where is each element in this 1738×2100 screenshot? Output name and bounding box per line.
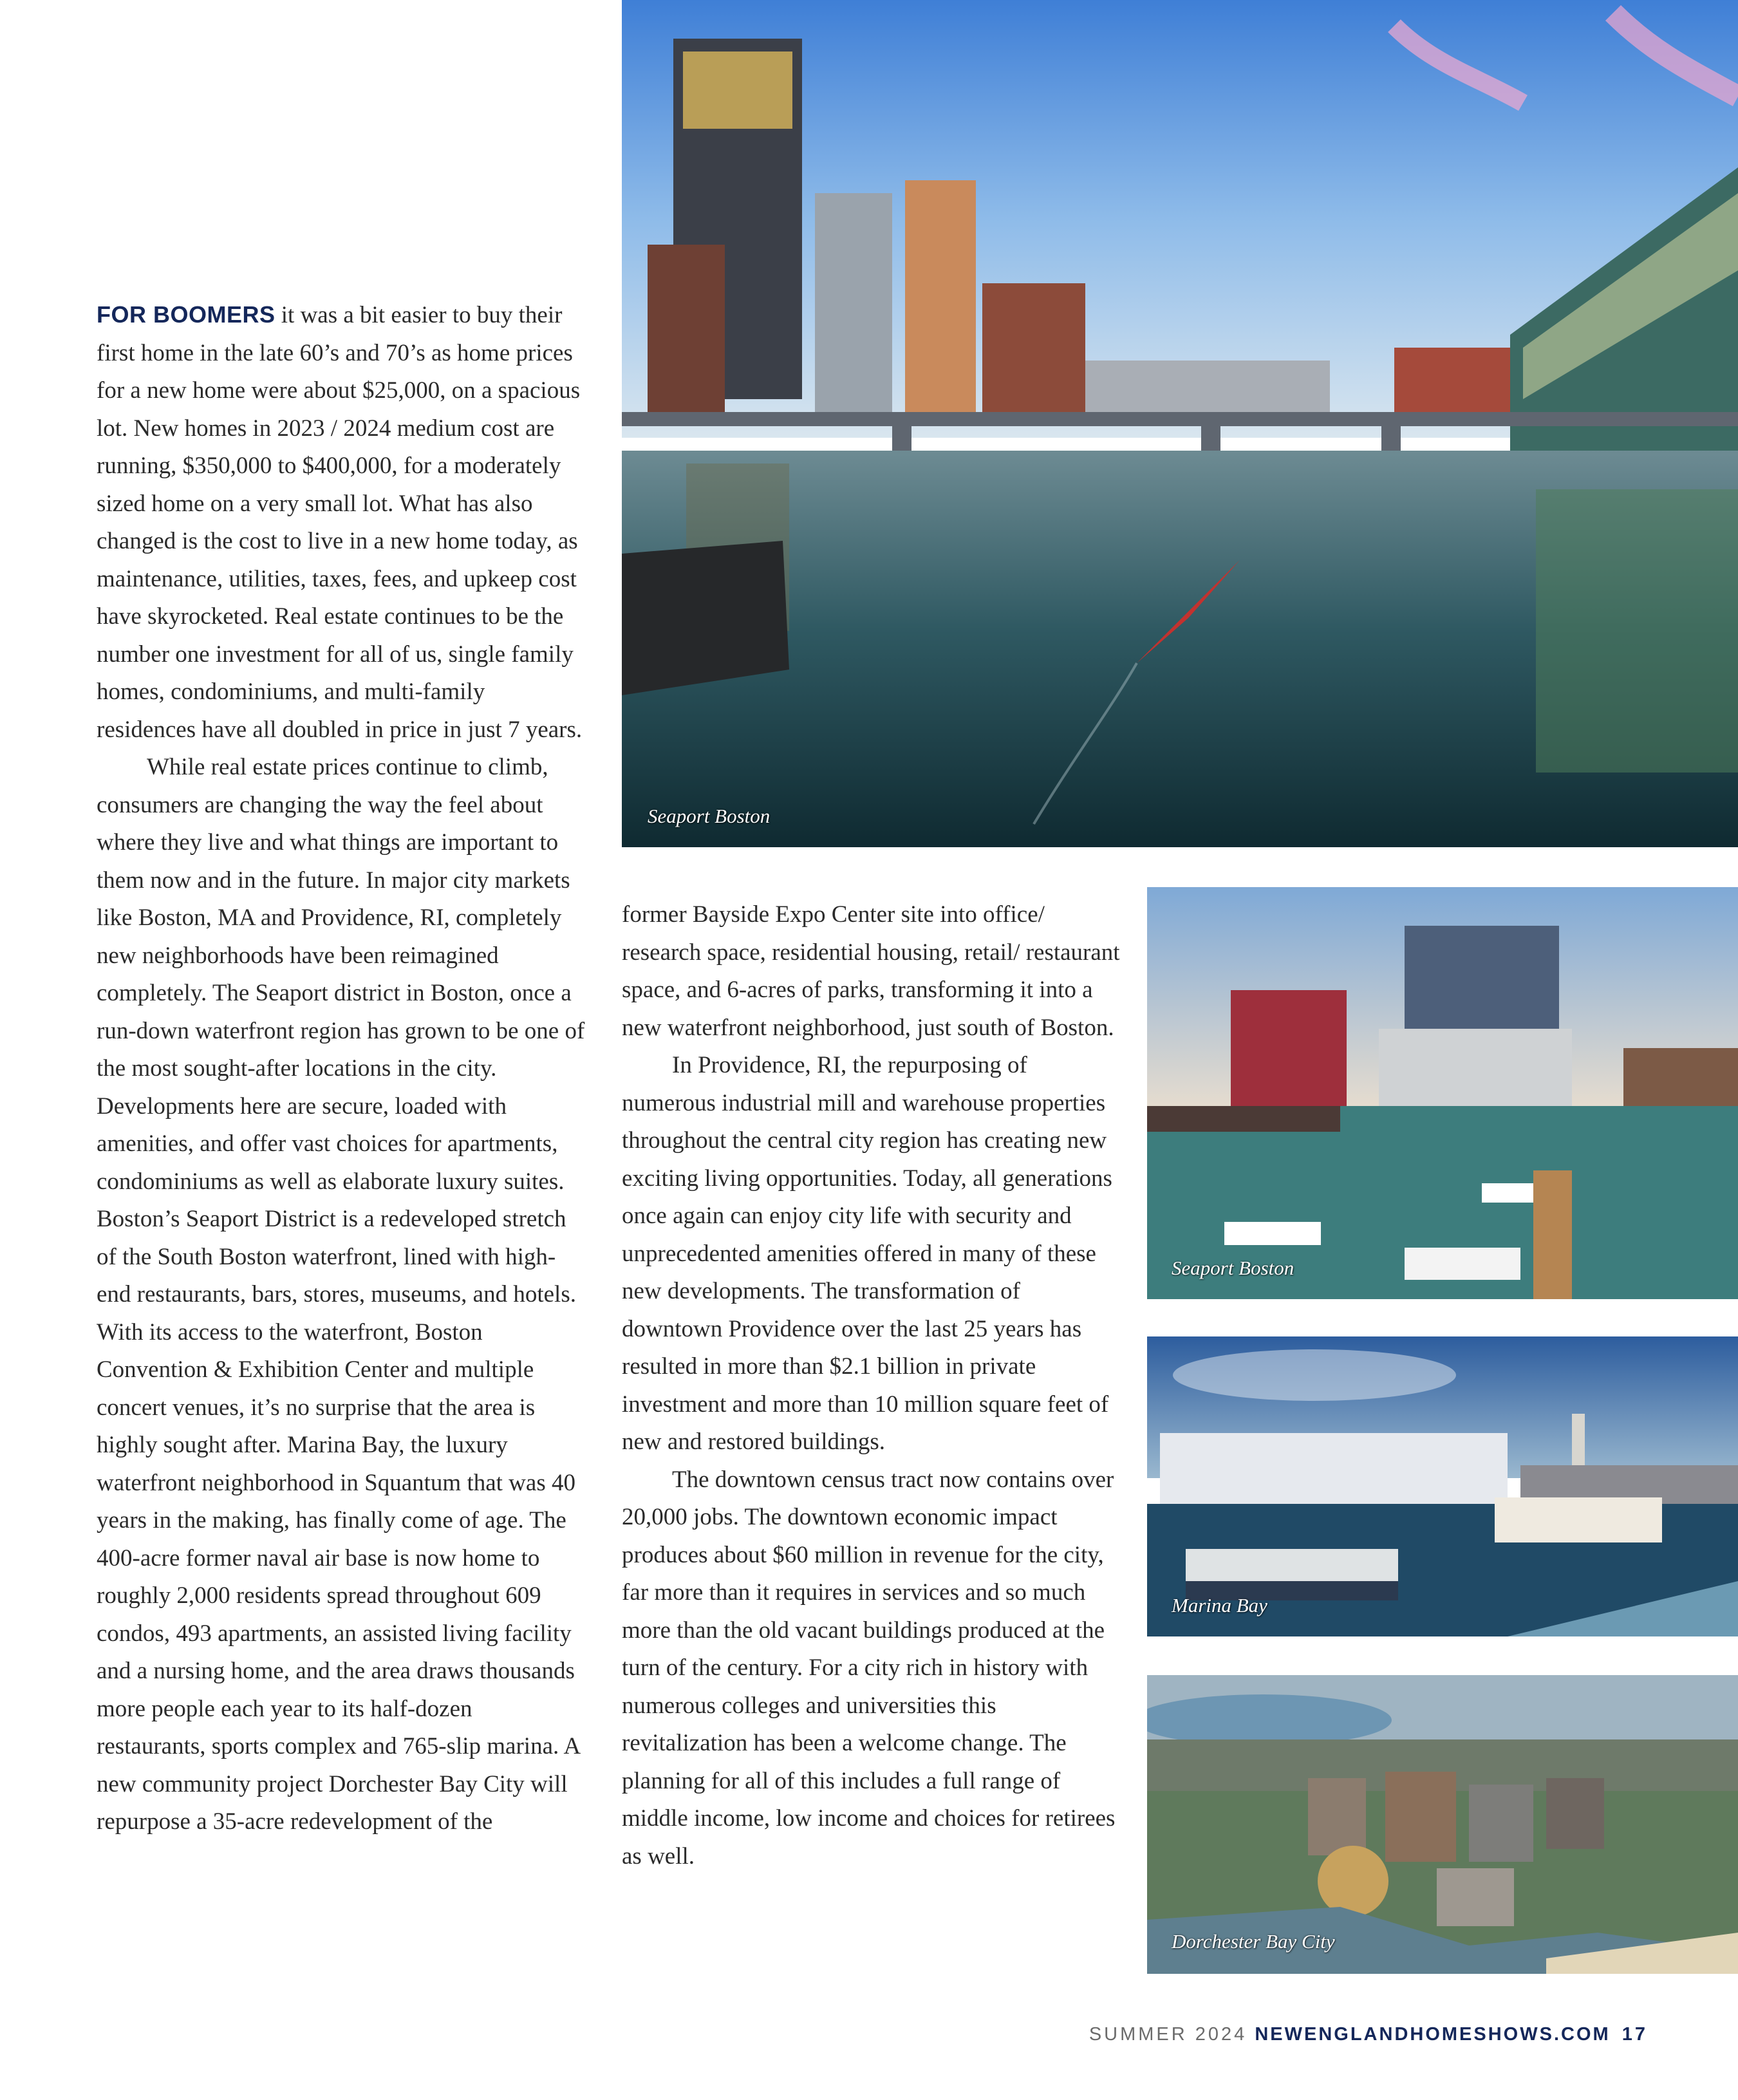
side-photo-1-caption: Seaport Boston xyxy=(1172,1257,1294,1279)
paragraph-3: former Bayside Expo Center site into office/ research space, residential housing, retail/ restaurant space, and 6-acres of parks, transforming it into a new waterfront neighborhood, just south of Boston. xyxy=(622,901,1120,1041)
paragraph-5: The downtown census tract now contains over 20,000 jobs. The downtown economic impact produces about $60 million in revenue for the city, far more than it requires in services and so much more than the old vacant buildings produced at the turn of the century. For a city rich in history with numerous colleges and universities this revitalization has been a welcome change. The planning for all of this includes a full range of middle income, low income and choices for retirees as well. xyxy=(622,1466,1116,1870)
side-photo-seaport xyxy=(1147,887,1738,1299)
article-column-2 xyxy=(622,896,1124,1875)
side-photo-3-caption: Dorchester Bay City xyxy=(1172,1930,1335,1953)
side-photo-dorchester-bay xyxy=(1147,1675,1738,1974)
seaport-harbor-image xyxy=(622,0,1738,847)
marina-bay-image xyxy=(1147,1336,1738,1636)
page-footer xyxy=(1089,2024,1648,2045)
page-number: 17 xyxy=(1621,2024,1648,2045)
side-photo-marina-bay xyxy=(1147,1336,1738,1636)
paragraph-2: While real estate prices continue to climb, consumers are changing the way the feel about where they live and what things are important to them now and in the future. In major city markets like Boston, MA and Providence, RI, completely new neighborhoods have been reimagined completely. The Seaport district in Boston, once a run-down waterfront region has grown to be one of the most sought-after locations in the city. Developments here are secure, loaded with amenities, and offer vast choices for apartments, condominiums as well as elaborate luxury suites. Boston’s Seaport District is a redeveloped stretch of the South Boston waterfront, lined with high-end restaurants, bars, stores, museums, and hotels. With its access to the waterfront, Boston Convention & Exhibition Center and multiple concert venues, it’s no surprise that the area is highly sought after. Marina Bay, the luxury waterfront neighborhood in Squantum that was 40 years in the making, has finally come of age. The 400-acre former naval air base is now home to roughly 2,000 residents spread throughout 609 condos, 493 apartments, an assisted living facility and a nursing home, and the area draws thousands more people each year to its half-dozen restaurants, sports complex and 765-slip marina. A new community project Dorchester Bay City will repurpose a 35-acre redevelopment of the xyxy=(97,754,585,1835)
hero-photo-caption: Seaport Boston xyxy=(648,805,771,827)
side-photo-2-caption: Marina Bay xyxy=(1172,1594,1267,1617)
article-column-1 xyxy=(97,296,586,1841)
footer-website-link[interactable]: NEWENGLANDHOMESHOWS.COM xyxy=(1255,2024,1611,2045)
paragraph-1-text: it was a bit easier to buy their first home in the late 60’s and 70’s as home prices for a new home were about $25,000, on a spacious lot. New homes in 2023 / 2024 medium cost are running, $350,000 to $400,000, for a moderately sized home on a very small lot. What has also changed is the cost to live in a new home today, as maintenance, utilities, taxes, fees, and upkeep cost have skyrocketed. Real estate continues to be the number one investment for all of us, single family homes, condominiums, and multi-family residences have all doubled in price in just 7 years. xyxy=(97,302,583,743)
lead-in: FOR BOOMERS xyxy=(97,301,276,328)
hero-photo-seaport xyxy=(622,0,1738,847)
paragraph-1 xyxy=(97,296,586,749)
dorchester-bay-city-image xyxy=(1147,1675,1738,1974)
seaport-marina-image xyxy=(1147,887,1738,1299)
footer-season: SUMMER 2024 xyxy=(1089,2024,1247,2045)
paragraph-4: In Providence, RI, the repurposing of numerous industrial mill and warehouse properties throughout the central city region has creating new exciting living opportunities. Today, all generations once again can enjoy city life with security and unprecedented amenities offered in many of these new developments. The transformation of downtown Providence over the last 25 years has resulted in more than $2.1 billion in private investment and more than 10 million square feet of new and restored buildings. xyxy=(622,1052,1112,1455)
